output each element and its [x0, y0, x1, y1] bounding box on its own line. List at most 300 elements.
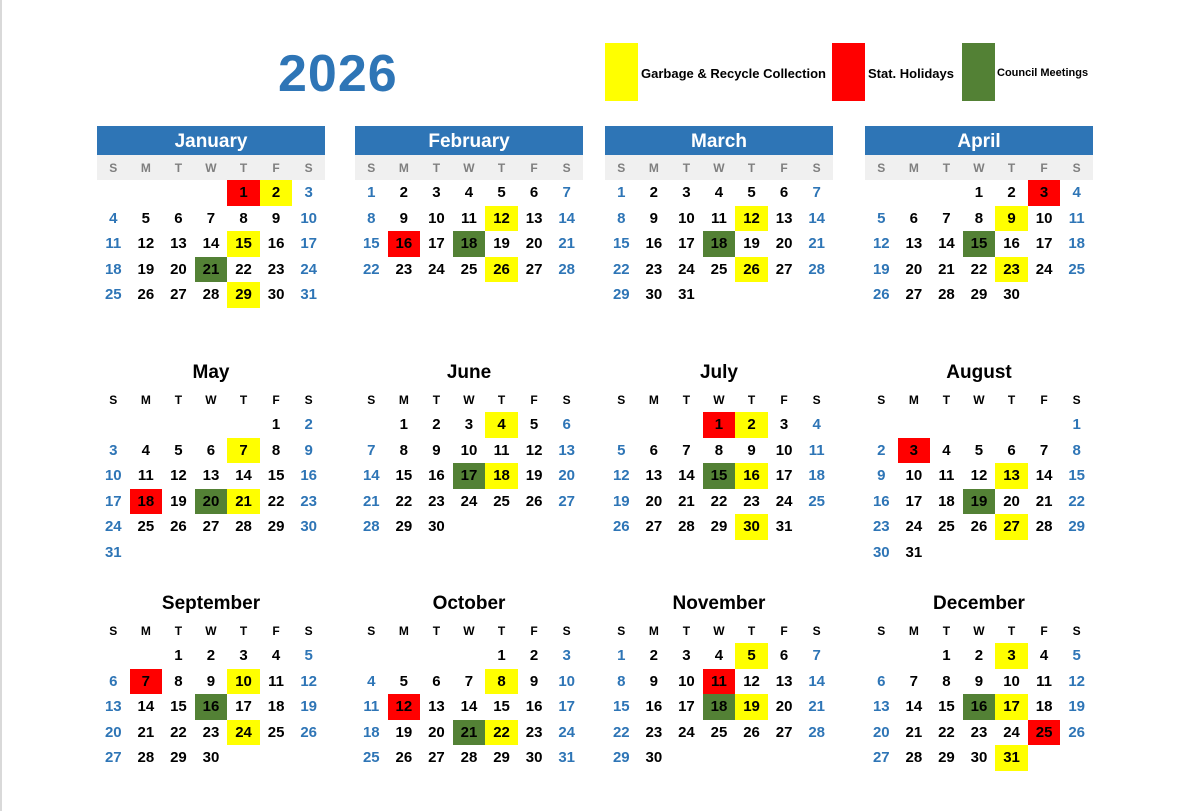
day-cell: 24: [1003, 723, 1020, 741]
day-cell-garbage-collection: 21: [227, 489, 260, 515]
day-cell-weekend: 17: [300, 235, 317, 253]
weekday-header: W: [205, 393, 217, 407]
day-cell-council-meeting: 17: [453, 463, 486, 489]
day-cell: 1: [271, 416, 281, 433]
day-cell: 27: [775, 260, 793, 278]
weekday-header: W: [973, 624, 985, 638]
day-grid: [605, 643, 833, 771]
day-cell: 4: [1039, 647, 1049, 664]
weekday-header: T: [1007, 393, 1016, 407]
empty-day-cell: [963, 412, 996, 438]
day-cell: 26: [395, 749, 413, 767]
day-cell: 11: [711, 209, 727, 227]
day-cell-garbage-collection: 5: [735, 643, 768, 669]
day-cell: 19: [493, 235, 510, 253]
day-cell: 23: [645, 723, 663, 741]
day-cell: 8: [942, 672, 951, 690]
day-cell-weekend: 1: [1072, 416, 1081, 433]
day-cell-weekend: 8: [367, 209, 376, 227]
month-april: [865, 126, 1093, 308]
weekday-header: W: [463, 161, 475, 175]
month-title-june: June: [446, 362, 492, 383]
day-cell: 30: [1003, 286, 1020, 304]
month-title-october: October: [432, 593, 506, 614]
legend-swatch-holidays: [832, 43, 865, 101]
day-cell: 30: [428, 518, 445, 536]
weekday-header-row: [865, 155, 1093, 180]
day-cell-weekend: 26: [1068, 723, 1085, 741]
day-cell: 8: [271, 441, 281, 459]
empty-day-cell: [995, 412, 1028, 438]
day-cell-holiday: 7: [130, 669, 163, 695]
day-cell: 25: [938, 518, 955, 536]
empty-day-cell: [605, 412, 638, 438]
day-cell-weekend: 5: [877, 209, 886, 227]
day-cell-weekend: 13: [104, 698, 122, 716]
month-title-march: March: [605, 126, 833, 155]
day-cell: 1: [974, 184, 984, 201]
day-cell-weekend: 19: [300, 698, 317, 716]
day-cell: 20: [775, 235, 793, 253]
day-cell-weekend: 11: [105, 235, 122, 253]
day-cell: 23: [743, 492, 760, 510]
weekday-header: F: [780, 624, 788, 638]
weekday-header: M: [908, 393, 919, 407]
day-cell: 20: [428, 723, 445, 741]
day-cell-holiday: 12: [388, 694, 421, 720]
day-cell-weekend: 12: [300, 672, 317, 690]
day-cell: 15: [170, 698, 187, 716]
day-cell-weekend: 14: [558, 209, 575, 227]
weekday-header: M: [908, 624, 919, 638]
empty-day-cell: [898, 180, 931, 206]
weekday-header: M: [140, 393, 151, 407]
day-cell: 11: [1036, 672, 1053, 690]
weekday-header: S: [109, 624, 118, 638]
weekday-header: M: [648, 624, 659, 638]
weekday-header: T: [497, 393, 506, 407]
weekday-header: S: [109, 161, 118, 175]
weekday-header: S: [109, 393, 118, 407]
day-cell: 2: [974, 647, 984, 664]
weekday-header-row: [97, 387, 325, 412]
weekday-header: T: [942, 161, 951, 175]
day-cell: 11: [137, 467, 154, 485]
day-cell: 20: [1003, 492, 1020, 510]
empty-day-cell: [355, 412, 388, 438]
day-cell: 3: [682, 647, 691, 664]
day-cell: 21: [137, 723, 155, 741]
day-cell: 22: [710, 492, 728, 510]
weekday-header: T: [942, 624, 951, 638]
day-cell: 30: [970, 749, 988, 767]
day-cell-weekend: 20: [558, 467, 575, 485]
weekday-header: T: [682, 393, 691, 407]
day-cell: 10: [1003, 672, 1020, 690]
day-cell: 5: [497, 184, 506, 201]
day-cell: 17: [678, 698, 695, 716]
day-cell-weekend: 25: [362, 749, 380, 767]
weekday-header: S: [877, 624, 886, 638]
day-cell-garbage-collection: 10: [227, 669, 260, 695]
day-cell-weekend: 5: [617, 441, 626, 459]
empty-day-cell: [227, 412, 260, 438]
weekday-header: F: [272, 393, 280, 407]
weekday-header: F: [1040, 624, 1048, 638]
empty-day-cell: [865, 643, 898, 669]
day-cell-holiday: 25: [1028, 720, 1061, 746]
day-cell: 23: [267, 260, 285, 278]
day-cell-garbage-collection: 18: [485, 463, 518, 489]
weekday-header: S: [617, 624, 626, 638]
day-cell-weekend: 8: [617, 209, 626, 227]
day-cell-weekend: 20: [872, 723, 890, 741]
month-title-january: January: [97, 126, 325, 155]
day-grid: [605, 180, 833, 308]
weekday-header: T: [747, 624, 756, 638]
day-cell-weekend: 29: [612, 749, 630, 767]
month-september: [97, 590, 325, 771]
day-cell: 22: [170, 723, 187, 741]
weekday-header: F: [272, 161, 280, 175]
weekday-header: F: [780, 161, 788, 175]
weekday-header: W: [973, 393, 985, 407]
day-cell: 23: [525, 723, 543, 741]
day-cell-council-meeting: 18: [453, 231, 486, 257]
day-cell: 23: [428, 492, 445, 510]
day-cell-weekend: 18: [808, 467, 825, 485]
day-cell: 9: [649, 209, 659, 227]
day-cell: 4: [141, 441, 151, 459]
weekday-header: T: [174, 393, 183, 407]
day-cell-weekend: 19: [872, 260, 890, 278]
day-cell: 14: [235, 467, 252, 485]
day-cell: 20: [525, 235, 543, 253]
day-cell: 18: [267, 698, 285, 716]
month-title-february: February: [355, 126, 583, 155]
day-cell-weekend: 6: [562, 416, 571, 433]
empty-day-cell: [130, 643, 163, 669]
day-cell: 20: [905, 260, 923, 278]
day-cell: 29: [170, 749, 187, 767]
weekday-header: M: [908, 161, 919, 175]
day-cell: 12: [970, 467, 988, 485]
weekday-header: S: [304, 393, 313, 407]
day-cell-weekend: 15: [612, 235, 630, 253]
day-cell: 4: [464, 184, 474, 201]
day-cell: 13: [775, 209, 793, 227]
day-cell-holiday: 1: [227, 180, 260, 206]
month-may: [97, 359, 325, 566]
empty-day-cell: [388, 643, 421, 669]
day-cell-weekend: 10: [300, 209, 317, 227]
day-cell: 27: [905, 286, 923, 304]
day-cell: 17: [428, 235, 445, 253]
month-title-april: April: [865, 126, 1093, 155]
day-cell-weekend: 16: [872, 492, 890, 510]
day-cell: 28: [905, 749, 923, 767]
day-cell: 13: [170, 235, 187, 253]
day-cell-weekend: 28: [808, 723, 825, 741]
day-cell: 24: [460, 492, 478, 510]
day-cell: 29: [938, 749, 955, 767]
day-cell: 16: [645, 235, 663, 253]
day-cell: 8: [399, 441, 409, 459]
weekday-header: F: [530, 161, 538, 175]
day-cell: 27: [202, 518, 220, 536]
day-cell-weekend: 21: [558, 235, 575, 253]
day-cell: 26: [170, 518, 187, 536]
empty-day-cell: [453, 643, 486, 669]
day-cell: 2: [206, 647, 216, 664]
day-cell-weekend: 1: [617, 184, 626, 201]
day-cell: 19: [170, 492, 187, 510]
day-cell: 3: [779, 416, 789, 433]
day-cell: 15: [267, 467, 285, 485]
day-cell: 22: [395, 492, 413, 510]
month-october: [355, 590, 583, 771]
day-cell: 31: [775, 518, 793, 536]
day-cell-council-meeting: 16: [963, 694, 996, 720]
weekday-header-row: [605, 618, 833, 643]
day-cell-weekend: 23: [872, 518, 890, 536]
day-cell: 10: [775, 441, 793, 459]
day-cell-weekend: 19: [1068, 698, 1085, 716]
day-cell-weekend: 6: [109, 672, 118, 690]
day-cell: 9: [529, 672, 539, 690]
day-cell-weekend: 29: [612, 286, 630, 304]
day-cell: 14: [460, 698, 478, 716]
day-cell: 28: [938, 286, 955, 304]
day-cell-garbage-collection: 29: [227, 282, 260, 308]
day-cell-weekend: 10: [558, 672, 575, 690]
day-cell-weekend: 25: [808, 492, 825, 510]
weekday-header: F: [530, 624, 538, 638]
day-cell: 11: [493, 441, 510, 459]
weekday-header: S: [367, 161, 376, 175]
day-cell-council-meeting: 18: [703, 694, 736, 720]
day-cell: 4: [714, 647, 724, 664]
empty-day-cell: [130, 412, 163, 438]
day-cell-garbage-collection: 24: [227, 720, 260, 746]
day-cell-weekend: 30: [872, 543, 890, 561]
day-cell: 14: [137, 698, 155, 716]
day-cell: 21: [678, 492, 695, 510]
day-cell-garbage-collection: 31: [995, 745, 1028, 771]
legend-swatch-garbage: [605, 43, 638, 101]
month-february: [355, 126, 583, 282]
weekday-header-row: [605, 387, 833, 412]
day-cell-council-meeting: 16: [195, 694, 228, 720]
weekday-header: S: [617, 393, 626, 407]
day-cell-weekend: 31: [558, 749, 575, 767]
weekday-header: S: [1072, 161, 1081, 175]
day-cell: 28: [202, 286, 220, 304]
day-cell-weekend: 5: [1072, 647, 1081, 664]
weekday-header: T: [1007, 624, 1016, 638]
day-cell-weekend: 4: [367, 672, 376, 690]
weekday-header: S: [304, 624, 313, 638]
day-cell-weekend: 17: [558, 698, 575, 716]
weekday-header: M: [398, 393, 409, 407]
day-cell-garbage-collection: 2: [260, 180, 293, 206]
month-title-september: September: [161, 593, 261, 614]
day-cell-weekend: 14: [362, 467, 380, 485]
month-january: [97, 126, 325, 308]
day-cell: 19: [743, 235, 760, 253]
day-cell-weekend: 27: [872, 749, 890, 767]
day-cell-garbage-collection: 22: [485, 720, 518, 746]
day-cell-garbage-collection: 13: [995, 463, 1028, 489]
day-cell-weekend: 2: [304, 416, 313, 433]
weekday-header-row: [97, 618, 325, 643]
day-cell-garbage-collection: 8: [485, 669, 518, 695]
day-cell: 6: [779, 184, 789, 201]
day-cell: 20: [645, 492, 663, 510]
weekday-header: M: [648, 393, 659, 407]
weekday-header: T: [682, 161, 691, 175]
empty-day-cell: [97, 643, 130, 669]
weekday-header: T: [747, 393, 756, 407]
day-cell: 24: [428, 260, 445, 278]
weekday-header: T: [747, 161, 756, 175]
day-cell: 21: [938, 260, 955, 278]
day-cell: 5: [529, 416, 539, 433]
month-title-july: July: [699, 362, 739, 383]
weekday-header: T: [174, 624, 183, 638]
day-cell: 7: [682, 441, 691, 459]
month-december: [865, 590, 1093, 771]
day-cell: 23: [202, 723, 220, 741]
day-cell-weekend: 26: [872, 286, 890, 304]
weekday-header-row: [865, 618, 1093, 643]
weekday-header: T: [432, 161, 441, 175]
day-cell-weekend: 26: [612, 518, 630, 536]
weekday-header: M: [398, 624, 409, 638]
day-cell: 15: [493, 698, 510, 716]
empty-day-cell: [898, 643, 931, 669]
day-cell: 7: [206, 209, 216, 227]
day-cell: 16: [1003, 235, 1020, 253]
day-cell: 25: [137, 518, 155, 536]
empty-day-cell: [930, 180, 963, 206]
day-cell-weekend: 11: [1068, 209, 1085, 227]
weekday-header: T: [497, 161, 506, 175]
day-cell: 15: [395, 467, 413, 485]
day-cell-weekend: 7: [562, 184, 571, 201]
day-cell-weekend: 22: [362, 260, 380, 278]
weekday-header: M: [140, 161, 151, 175]
weekday-header: W: [205, 161, 217, 175]
day-grid: [865, 412, 1093, 566]
weekday-header: M: [648, 161, 659, 175]
weekday-header: F: [1040, 161, 1048, 175]
day-cell: 5: [399, 672, 409, 690]
day-cell-weekend: 1: [367, 184, 376, 201]
empty-day-cell: [355, 643, 388, 669]
day-cell-weekend: 3: [109, 441, 118, 459]
month-title-november: November: [672, 593, 766, 614]
day-cell-weekend: 9: [304, 441, 313, 459]
day-cell: 7: [909, 672, 919, 690]
day-cell: 4: [942, 441, 951, 459]
day-cell-council-meeting: 18: [703, 231, 736, 257]
day-cell-garbage-collection: 2: [735, 412, 768, 438]
day-cell-holiday: 18: [130, 489, 163, 515]
day-cell: 28: [1035, 518, 1053, 536]
day-cell: 6: [649, 441, 659, 459]
day-cell: 20: [775, 698, 793, 716]
day-cell-weekend: 12: [872, 235, 890, 253]
day-cell: 23: [645, 260, 663, 278]
day-cell: 13: [525, 209, 543, 227]
month-title-may: May: [192, 362, 230, 383]
empty-day-cell: [865, 412, 898, 438]
weekday-header: S: [812, 161, 821, 175]
day-cell: 10: [678, 209, 695, 227]
day-cell: 1: [399, 416, 409, 433]
day-cell: 29: [395, 518, 413, 536]
day-cell-garbage-collection: 12: [735, 206, 768, 232]
day-cell: 29: [493, 749, 510, 767]
day-cell-weekend: 8: [1072, 441, 1081, 459]
day-cell: 6: [174, 209, 183, 227]
month-november: [605, 590, 833, 771]
day-cell: 7: [942, 209, 951, 227]
day-cell: 26: [743, 723, 760, 741]
day-cell-weekend: 21: [808, 235, 825, 253]
day-cell: 1: [942, 647, 951, 664]
weekday-header: S: [304, 161, 313, 175]
day-cell: 17: [775, 467, 793, 485]
day-cell-council-meeting: 19: [963, 489, 996, 515]
day-cell-garbage-collection: 26: [735, 257, 768, 283]
day-cell: 20: [170, 260, 187, 278]
day-cell: 9: [974, 672, 984, 690]
day-cell: 11: [938, 467, 955, 485]
day-cell: 6: [779, 647, 789, 664]
day-cell-garbage-collection: 23: [995, 257, 1028, 283]
empty-day-cell: [865, 180, 898, 206]
weekday-header: F: [780, 393, 788, 407]
day-cell: 17: [905, 492, 923, 510]
day-cell-council-meeting: 15: [963, 231, 996, 257]
day-cell-weekend: 22: [1068, 492, 1085, 510]
day-cell-weekend: 18: [1068, 235, 1085, 253]
day-cell-weekend: 3: [304, 184, 313, 201]
month-july: [605, 359, 833, 540]
day-cell-weekend: 21: [362, 492, 380, 510]
day-cell: 5: [974, 441, 984, 459]
day-cell: 16: [645, 698, 663, 716]
month-title-august: August: [946, 362, 1012, 383]
day-cell: 21: [1035, 492, 1053, 510]
day-cell: 24: [678, 723, 695, 741]
day-cell-council-meeting: 21: [195, 257, 228, 283]
weekday-header: W: [463, 624, 475, 638]
day-cell: 30: [267, 286, 285, 304]
weekday-header: S: [562, 393, 571, 407]
day-cell: 8: [239, 209, 248, 227]
weekday-header-row: [355, 618, 583, 643]
day-cell: 27: [645, 518, 663, 536]
empty-day-cell: [130, 180, 163, 206]
day-cell-weekend: 3: [562, 647, 571, 664]
day-cell: 18: [938, 492, 955, 510]
day-cell: 13: [905, 235, 923, 253]
day-cell: 28: [678, 518, 695, 536]
day-grid: [97, 643, 325, 771]
